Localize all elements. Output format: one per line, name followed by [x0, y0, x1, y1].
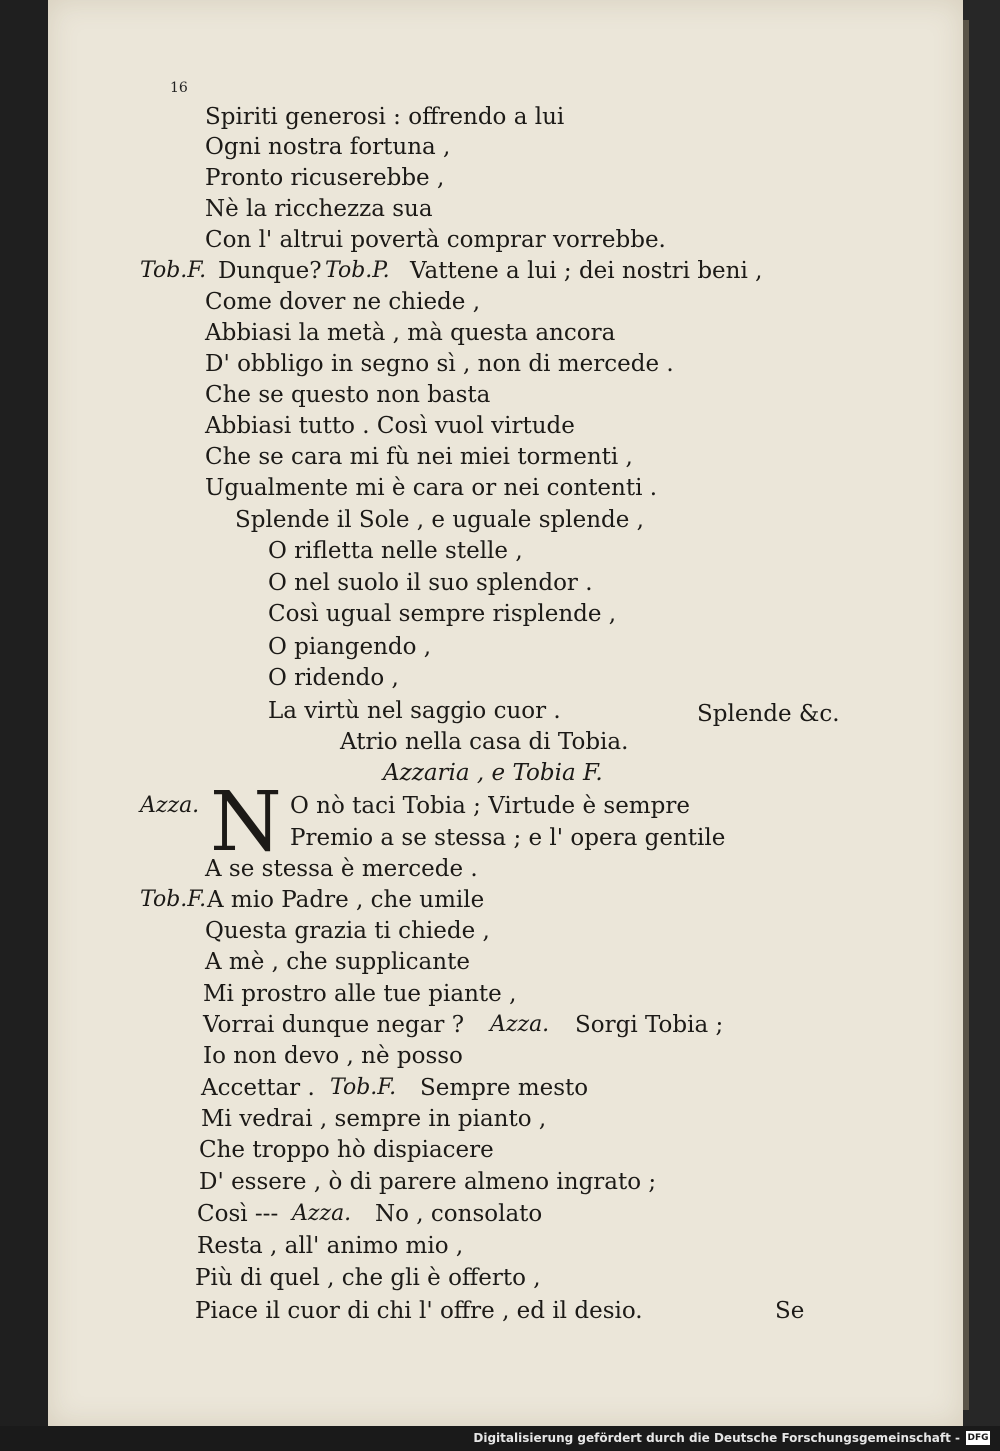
text-line: Pronto ricuserebbe ,: [205, 165, 445, 191]
text-line: A mio Padre , che umile: [207, 887, 485, 913]
speaker-azzaria: Azza.: [292, 1201, 352, 1226]
speaker-azzaria: Azza.: [490, 1012, 550, 1037]
aria-line: Così ugual sempre risplende ,: [268, 601, 617, 627]
aria-line: O ridendo ,: [268, 665, 399, 691]
text-line: Che se questo non basta: [205, 382, 491, 408]
text-line: Piace il cuor di chi l' offre , ed il desio.: [195, 1298, 643, 1324]
speaker-tobia-f: Tob.F.: [140, 887, 207, 912]
text-line: Sorgi Tobia ;: [575, 1012, 724, 1038]
facing-page-edge: [963, 20, 969, 1410]
text-line: Che troppo hò dispiacere: [199, 1137, 494, 1163]
catchword: Se: [775, 1298, 805, 1324]
aria-da-capo: Splende &c.: [697, 701, 840, 727]
text-line: A mè , che supplicante: [205, 949, 470, 975]
text-line: Io non devo , nè posso: [203, 1043, 463, 1069]
text-line: Con l' altrui povertà comprar vorrebbe.: [205, 227, 666, 253]
scan-right-edge: [963, 0, 1000, 1426]
speaker-azzaria: Azza.: [140, 793, 200, 818]
text-line: Accettar .: [201, 1075, 315, 1101]
text-line: Dunque?: [218, 258, 322, 284]
text-line: Spiriti generosi : offrendo a lui: [205, 104, 565, 130]
page-number: 16: [170, 80, 188, 96]
text-line: Ogni nostra fortuna ,: [205, 134, 451, 160]
aria-line: O rifletta nelle stelle ,: [268, 538, 523, 564]
footer-bar: [0, 1426, 1000, 1451]
text-line: Premio a se stessa ; e l' opera gentile: [290, 825, 726, 851]
text-line: Mi vedrai , sempre in pianto ,: [201, 1106, 547, 1132]
text-line: Resta , all' animo mio ,: [197, 1233, 464, 1259]
scene-heading: Atrio nella casa di Tobia.: [340, 729, 629, 755]
dfg-logo-icon: DFG: [967, 1433, 989, 1443]
aria-line: La virtù nel saggio cuor .: [268, 698, 561, 724]
text-line: Vattene a lui ; dei nostri beni ,: [410, 258, 763, 284]
text-line: A se stessa è mercede .: [205, 856, 478, 882]
speaker-tobia-f: Tob.F.: [330, 1075, 397, 1100]
speaker-tobia-p: Tob.P.: [325, 258, 390, 283]
text-line: Sempre mesto: [420, 1075, 589, 1101]
text-line: O nò taci Tobia ; Virtude è sempre: [290, 793, 690, 819]
text-line: Ugualmente mi è cara or nei contenti .: [205, 475, 658, 501]
text-line: Questa grazia ti chiede ,: [205, 918, 490, 944]
text-line: Vorrai dunque negar ?: [203, 1012, 465, 1038]
text-line: Così ---: [197, 1201, 279, 1227]
text-line: Mi prostro alle tue piante ,: [203, 981, 517, 1007]
text-line: Che se cara mi fù nei miei tormenti ,: [205, 444, 633, 470]
text-line: D' essere , ò di parere almeno ingrato ;: [199, 1169, 657, 1195]
speaker-tobia-f: Tob.F.: [140, 258, 207, 283]
aria-line: O piangendo ,: [268, 634, 432, 660]
aria-line: Splende il Sole , e uguale splende ,: [235, 507, 644, 533]
aria-line: O nel suolo il suo splendor .: [268, 570, 593, 596]
text-line: Abbiasi tutto . Così vuol virtude: [205, 413, 575, 439]
funding-credit: Digitalisierung gefördert durch die Deutsche Forschungsgemeinschaft -: [473, 1431, 960, 1445]
drop-cap: N: [210, 775, 282, 870]
text-line: No , consolato: [375, 1201, 543, 1227]
scene-persons: Azzaria , e Tobia F.: [383, 760, 603, 786]
scan-left-edge: [0, 0, 48, 1451]
text-line: Abbiasi la metà , mà questa ancora: [205, 320, 616, 346]
text-line: Nè la ricchezza sua: [205, 196, 433, 222]
text-line: Come dover ne chiede ,: [205, 289, 481, 315]
text-line: D' obbligo in segno sì , non di mercede .: [205, 351, 674, 377]
text-line: Più di quel , che gli è offerto ,: [195, 1265, 541, 1291]
